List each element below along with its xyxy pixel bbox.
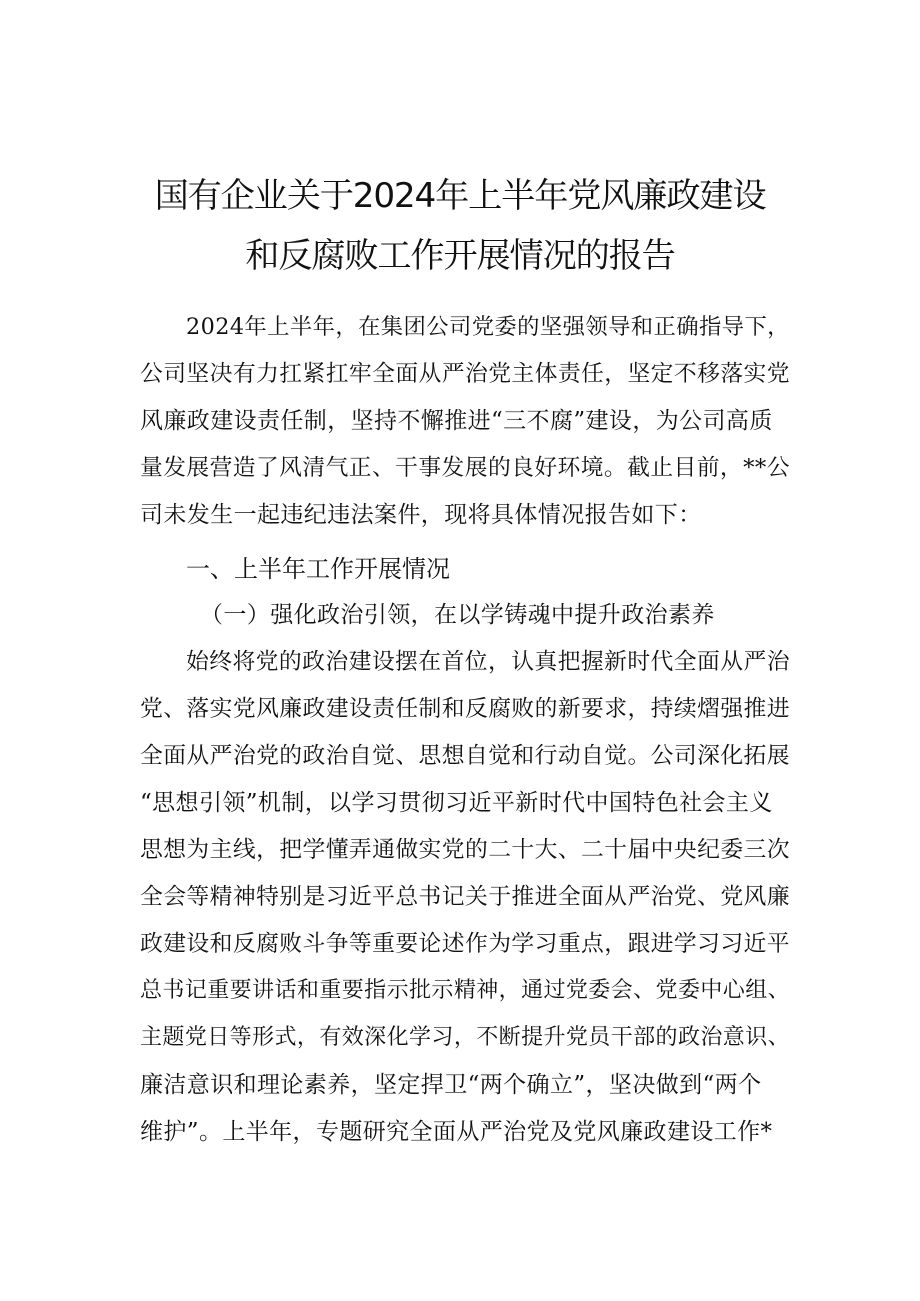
document-title-line-2: 和反腐败工作开展情况的报告: [245, 236, 675, 276]
body-line-1: 始终将党的政治建设摆在首位，认真把握新时代全面从严治: [186, 649, 790, 675]
intro-line-4: 量发展营造了风清气正、干事发展的良好环境。截止目前，**公: [140, 455, 790, 481]
body-line-10: 廉洁意识和理论素养，坚定捍卫“两个确立”，坚决做到“两个: [140, 1072, 762, 1098]
body-line-8: 总书记重要讲话和重要指示批示精神，通过党委会、党委中心组、: [140, 978, 791, 1003]
body-line-4: “思想引领”机制，以学习贯彻习近平新时代中国特色社会主义: [140, 790, 773, 816]
body-line-7: 政建设和反腐败斗争等重要论述作为学习重点，跟进学习习近平: [140, 931, 790, 957]
intro-line-1: 2024年上半年，在集团公司党委的坚强领导和正确指导下，: [186, 314, 790, 340]
intro-line-2: 公司坚决有力扛紧扛牢全面从严治党主体责任，坚定不移落实党: [140, 361, 790, 387]
intro-line-3: 风廉政建设责任制，坚持不懈推进“三不腐”建设，为公司高质: [140, 408, 773, 434]
body-line-5: 思想为主线，把学懂弄通做实党的二十大、二十届中央纪委三次: [140, 837, 790, 863]
body-line-9: 主题党日等形式，有效深化学习，不断提升党员干部的政治意识、: [140, 1025, 791, 1050]
intro-line-5: 司未发生一起违纪违法案件，现将具体情况报告如下：: [140, 502, 702, 528]
body-line-6: 全会等精神特别是习近平总书记关于推进全面从严治党、党风廉: [140, 884, 790, 910]
subsection-heading: （一）强化政治引领，在以学铸魂中提升政治素养: [200, 602, 715, 628]
body-line-3: 全面从严治党的政治自觉、思想自觉和行动自觉。公司深化拓展: [140, 743, 790, 769]
body-line-2: 党、落实党风廉政建设责任制和反腐败的新要求，持续熠强推进: [140, 696, 790, 722]
document-title-line-1: 国有企业关于2024年上半年党风廉政建设: [154, 176, 766, 216]
section-heading: 一、上半年工作开展情况: [186, 555, 450, 583]
body-line-11: 维护”。上半年，专题研究全面从严治党及党风廉政建设工作*: [140, 1119, 773, 1145]
